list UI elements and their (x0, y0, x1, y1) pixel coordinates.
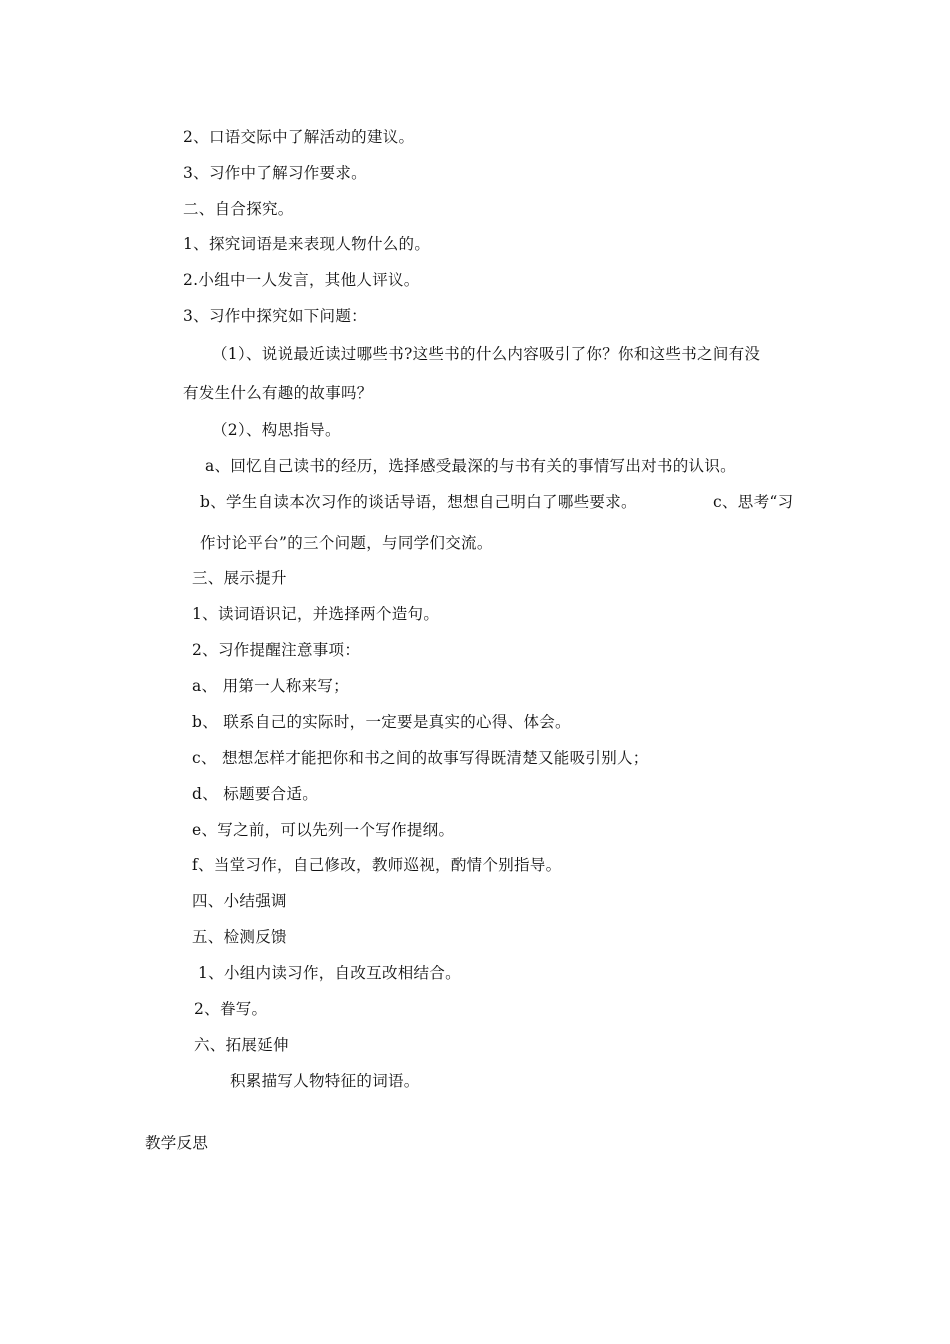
section-heading-4: 四、小结强调 (192, 892, 287, 910)
line-9: （2）、构思指导。 (212, 421, 341, 439)
list-item-b: b、 联系自己的实际时，一定要是真实的心得、体会。 (192, 713, 571, 731)
line-12: c、思考“习 (713, 493, 794, 511)
line-1: 2、口语交际中了解活动的建议。 (183, 128, 415, 146)
line-5: 2.小组中一人发言，其他人评议。 (183, 271, 420, 289)
line-8: 有发生什么有趣的故事吗？ (183, 384, 373, 402)
list-item-e: e、写之前，可以先列一个写作提纲。 (192, 821, 455, 839)
section-heading-6: 六、拓展延伸 (194, 1036, 289, 1054)
line-26: 2、眷写。 (194, 1000, 268, 1018)
list-item-d: d、 标题要合适。 (192, 785, 319, 803)
line-13: 作讨论平台”的三个问题，与同学们交流。 (200, 534, 493, 552)
teaching-reflection-heading: 教学反思 (145, 1134, 209, 1152)
line-10: a、回忆自己读书的经历，选择感受最深的与书有关的事情写出对书的认识。 (205, 457, 736, 475)
line-15: 1、读词语识记，并选择两个造句。 (192, 605, 440, 623)
list-item-f: f、当堂习作，自己修改，教师巡视，酌情个别指导。 (192, 856, 562, 874)
section-heading-2: 二、自合探究。 (183, 200, 294, 218)
line-2: 3、习作中了解习作要求。 (183, 164, 367, 182)
line-25: 1、小组内读习作，自改互改相结合。 (198, 964, 461, 982)
list-item-a: a、 用第一人称来写； (192, 677, 349, 695)
line-4: 1、探究词语是来表现人物什么的。 (183, 235, 431, 253)
section-heading-3: 三、展示提升 (192, 569, 287, 587)
section-heading-5: 五、检测反馈 (192, 928, 287, 946)
line-7: （1）、说说最近读过哪些书?这些书的什么内容吸引了你？你和这些书之间有没 (212, 345, 761, 363)
line-11: b、学生自读本次习作的谈话导语，想想自己明白了哪些要求。 (200, 493, 637, 511)
line-28: 积累描写人物特征的词语。 (230, 1072, 420, 1090)
list-item-c: c、 想想怎样才能把你和书之间的故事写得既清楚又能吸引别人； (192, 749, 649, 767)
line-16: 2、习作提醒注意事项： (192, 641, 361, 659)
line-6: 3、习作中探究如下问题： (183, 307, 367, 325)
